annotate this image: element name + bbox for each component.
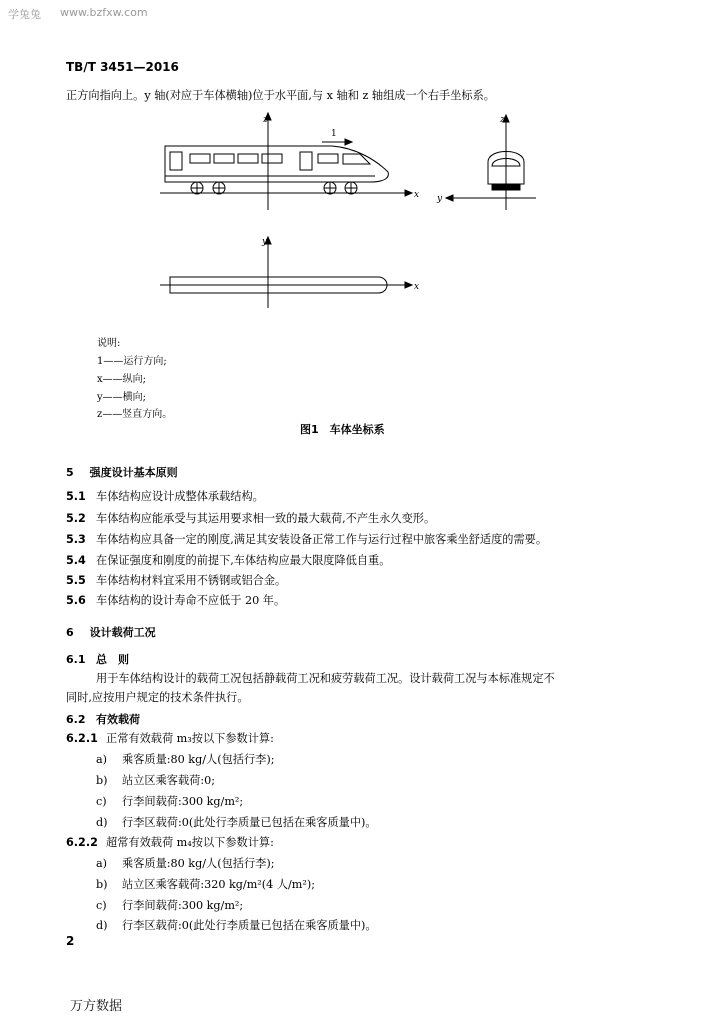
list-item: d) 行李区载荷:0(此处行李质量已包括在乘客质量中)。 xyxy=(96,919,377,932)
clause-6-1-para-cont: 同时,应按用户规定的技术条件执行。 xyxy=(66,691,249,704)
front-y-label: y xyxy=(437,194,443,204)
clause-5-2: 5.2 车体结构应能承受与其运用要求相一致的最大载荷,不产生永久变形。 xyxy=(66,512,436,525)
watermark-site-name: 学兔兔 xyxy=(8,8,41,21)
section-5-heading: 5 强度设计基本原则 xyxy=(66,466,178,479)
clause-6-2-2: 6.2.2 超常有效载荷 m₄按以下参数计算: xyxy=(66,836,274,849)
legend-item: x——纵向; xyxy=(97,374,147,385)
list-item: c) 行李间载荷:300 kg/m²; xyxy=(96,795,244,808)
watermark-wanfang: 万方数据 xyxy=(70,999,123,1014)
clause-6-1-heading: 6.1 总 则 xyxy=(66,653,129,666)
top-y-label: y xyxy=(262,237,268,247)
front-z-label: z xyxy=(500,115,505,125)
clause-5-1: 5.1 车体结构应设计成整体承载结构。 xyxy=(66,490,264,503)
side-x-arrow xyxy=(405,190,412,196)
bogie-rear xyxy=(191,182,225,194)
clause-5-3: 5.3 车体结构应具备一定的刚度,满足其安装设备正常工作与运行过程中旅客乘坐舒适度的需要。 xyxy=(66,533,548,546)
list-item: d) 行李区载荷:0(此处行李质量已包括在乘客质量中)。 xyxy=(96,816,377,829)
train-window xyxy=(190,154,210,163)
list-item: a) 乘客质量:80 kg/人(包括行李); xyxy=(96,857,275,870)
side-x-label: x xyxy=(414,190,420,200)
legend-item: z——竖直方向。 xyxy=(97,409,173,420)
legend-title: 说明: xyxy=(97,338,121,349)
train-window xyxy=(214,154,234,163)
list-item: c) 行李间载荷:300 kg/m²; xyxy=(96,899,244,912)
train-window xyxy=(238,154,258,163)
list-item: b) 站立区乘客载荷:320 kg/m²(4 人/m²); xyxy=(96,878,316,891)
train-door-front xyxy=(300,152,312,170)
vehicle-coordinate-figure xyxy=(150,110,570,310)
watermark-url: www.bzfxw.com xyxy=(60,6,148,19)
front-bogie xyxy=(492,184,520,190)
clause-5-5: 5.5 车体结构材料宜采用不锈钢或铝合金。 xyxy=(66,574,287,587)
legend-item: 1——运行方向; xyxy=(97,356,167,367)
page-number: 2 xyxy=(66,934,75,948)
intro-paragraph: 正方向指向上。y 轴(对应于车体横轴)位于水平面,与 x 轴和 z 轴组成一个右手坐标系。 xyxy=(66,89,495,102)
train-window xyxy=(318,154,338,163)
list-item: b) 站立区乘客载荷:0; xyxy=(96,774,215,787)
list-item: a) 乘客质量:80 kg/人(包括行李); xyxy=(96,753,275,766)
clause-6-2-heading: 6.2 有效载荷 xyxy=(66,713,140,726)
figure-caption: 图1 车体坐标系 xyxy=(300,423,385,436)
clause-5-4: 5.4 在保证强度和刚度的前提下,车体结构应最大限度降低自重。 xyxy=(66,554,391,567)
clause-5-6: 5.6 车体结构的设计寿命不应低于 20 年。 xyxy=(66,594,286,607)
clause-6-2-1: 6.2.1 正常有效载荷 m₃按以下参数计算: xyxy=(66,732,274,745)
section-6-heading: 6 设计载荷工况 xyxy=(66,626,156,639)
train-door-rear xyxy=(170,152,182,170)
train-window xyxy=(262,154,282,163)
top-x-label: x xyxy=(414,282,420,292)
side-z-label: z xyxy=(263,115,268,125)
legend-item: y——横向; xyxy=(97,392,147,403)
direction-mark: 1 xyxy=(331,129,337,139)
clause-6-1-para: 用于车体结构设计的载荷工况包括静载荷工况和疲劳载荷工况。设计载荷工况与本标准规定不 xyxy=(96,672,555,685)
standard-number: TB/T 3451—2016 xyxy=(66,60,179,74)
bogie-front xyxy=(324,182,357,194)
